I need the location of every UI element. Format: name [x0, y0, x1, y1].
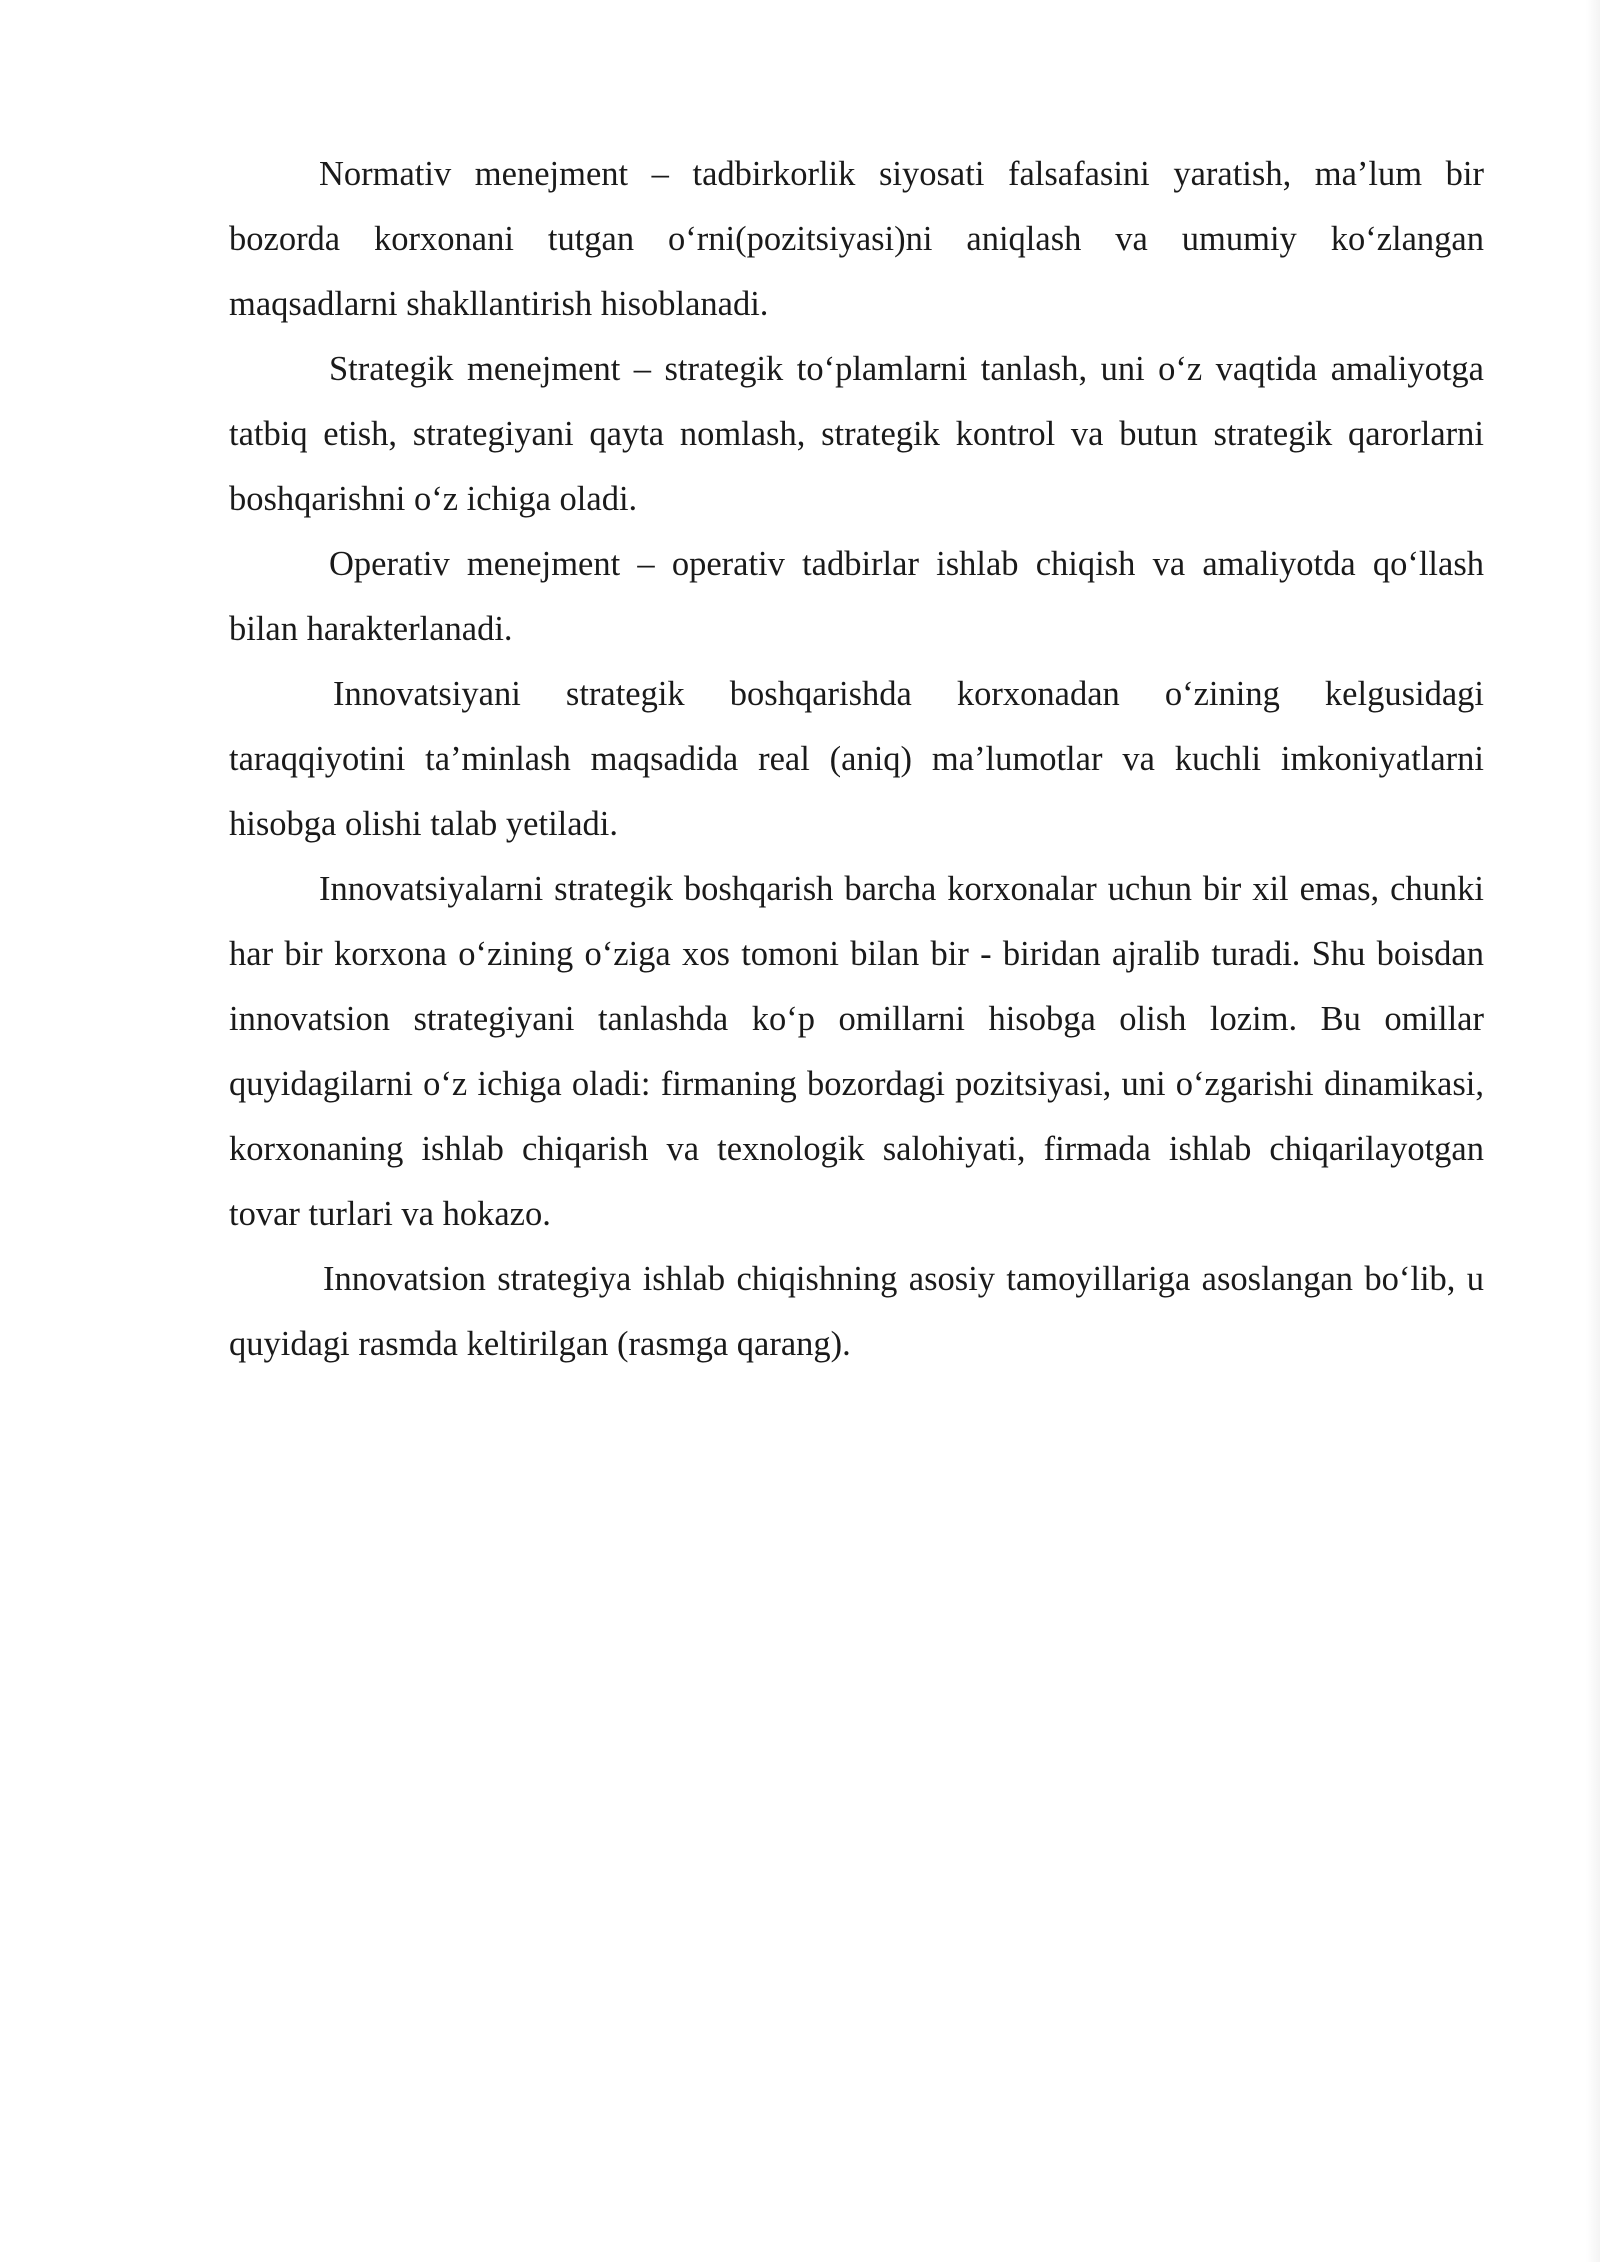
- paragraph-normativ-menejment: Normativ menejment – tadbirkorlik siyosati falsafasini yaratish, ma’lum bir bozorda korxonani tutgan o‘rni(pozitsiyasi)ni aniqlash va umumiy ko‘zlangan maqsadlarni shakllantirish hisoblanadi.: [229, 155, 1484, 323]
- paragraph-innovatsiyani-boshqarish: Innovatsiyani strategik boshqarishda korxonadan o‘zining kelgusidagi taraqqiyotini ta’minlash maqsadida real (aniq) ma’lumotlar va kuchli imkoniyatlarni hisobga olishi talab yetiladi.: [229, 675, 1484, 843]
- paragraph-strategik-menejment: Strategik menejment – strategik to‘plamlarni tanlash, uni o‘z vaqtida amaliyotga tatbiq etish, strategiyani qayta nomlash, strategik kontrol va butun strategik qarorlarni boshqarishni o‘z ichiga oladi.: [229, 350, 1484, 518]
- page-edge-shadow: [1586, 0, 1600, 2262]
- body-text: [229, 142, 1484, 1377]
- paragraph-innovatsion-strategiya: Innovatsion strategiya ishlab chiqishning asosiy tamoyillariga asoslangan bo‘lib, u quyidagi rasmda keltirilgan (rasmga qarang).: [229, 1260, 1484, 1363]
- paragraph-innovatsiyalarni-boshqarish: Innovatsiyalarni strategik boshqarish barcha korxonalar uchun bir xil emas, chunki har bir korxona o‘zining o‘ziga xos tomoni bilan bir - biridan ajralib turadi. Shu boisdan innovatsion strategiyani tanlashda ko‘p omillarni hisobga olish lozim. Bu omillar quyidagilarni o‘z ichiga oladi: firmaning bozordagi pozitsiyasi, uni o‘zgarishi dinamikasi, korxonaning ishlab chiqarish va texnologik salohiyati, firmada ishlab chiqarilayotgan tovar turlari va hokazo.: [229, 870, 1484, 1233]
- paragraph-operativ-menejment: Operativ menejment – operativ tadbirlar ishlab chiqish va amaliyotda qo‘llash bilan harakterlanadi.: [229, 545, 1484, 648]
